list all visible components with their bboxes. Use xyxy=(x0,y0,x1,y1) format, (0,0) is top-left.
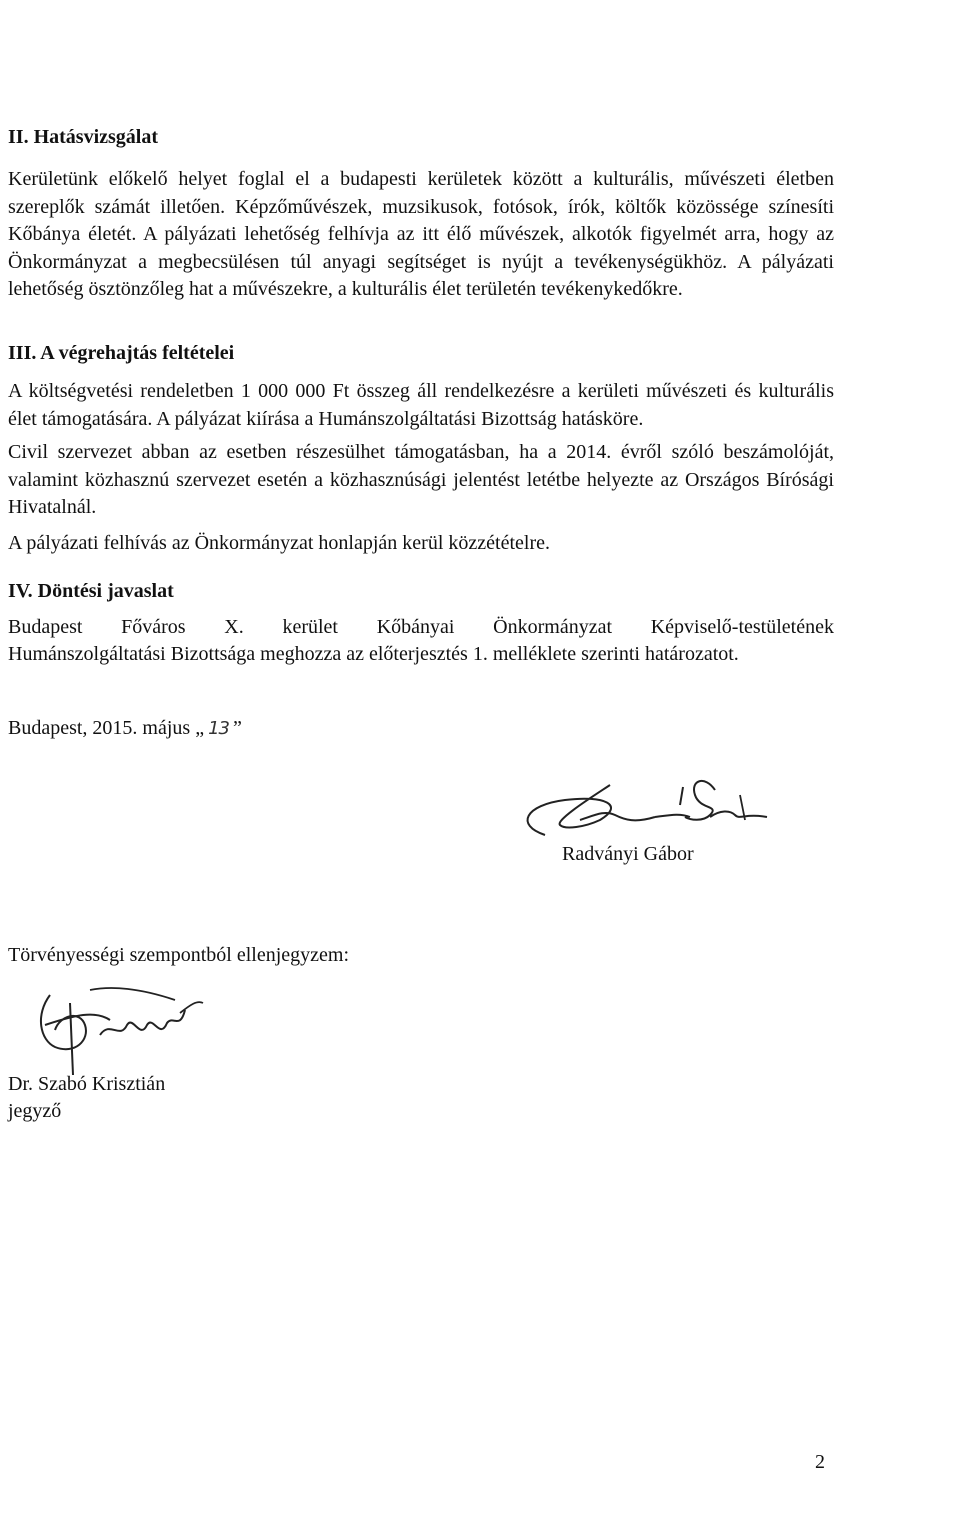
section-body-impact: Kerületünk előkelő helyet foglal el a budapesti kerületek között a kulturális, művészeti életben szereplők számát illetően. Képzőművészek, muzsikusok, fotósok, írók, költők közössége színesíti Kőbánya életét. A pályázati lehetőség felhívja az itt élő művészek, alkotók figyelmét arra, hogy az Önkormányzat a megbecsülésen túl anyagi segítséget is nyújt a tevékenységükhöz. A pályázati lehetőség ösztönzőleg hat a művészekre, a kulturális élet területén tevékenykedőkre. xyxy=(8,168,834,300)
date-text: Budapest, 2015. május „ xyxy=(8,717,205,739)
page-number: 2 xyxy=(815,1451,825,1473)
signer-name: Radványi Gábor xyxy=(562,843,694,865)
countersign-label: Törvényességi szempontból ellenjegyzem: xyxy=(8,944,350,966)
section-heading-conditions: III. A végrehajtás feltételei xyxy=(8,342,235,364)
signature-szabo xyxy=(15,985,215,1080)
conditions-paragraph-publication: A pályázati felhívás az Önkormányzat honlapján kerül közzétételre. xyxy=(8,532,550,554)
proposal-line-2: Humánszolgáltatási Bizottsága meghozza az előterjesztés 1. melléklete szerinti határozatot. xyxy=(8,643,739,665)
conditions-paragraph-budget: A költségvetési rendeletben 1 000 000 Ft összeg áll rendelkezésre a kerületi művészeti és kulturális élet támogatására. A pályázat kiírása a Humánszolgáltatási Bizottság hatásköre. xyxy=(8,380,834,430)
section-heading-proposal: IV. Döntési javaslat xyxy=(8,580,174,602)
handwritten-day: 13 xyxy=(208,718,229,739)
date-close-quote: ” xyxy=(233,717,242,739)
conditions-paragraph-civil: Civil szervezet abban az esetben részesülhet támogatásban, ha a 2014. évről szóló beszámolóját, valamint közhasznú szervezet esetén a közhasznúsági jelentést letétbe helyezte az Országos Bírósági Hivatalnál. xyxy=(8,441,834,518)
proposal-line-1: Budapest Főváros X. kerület Kőbányai Önkormányzat Képviselő-testületének xyxy=(8,616,834,638)
countersigner-title: jegyző xyxy=(8,1100,62,1122)
section-heading-impact: II. Hatásvizsgálat xyxy=(8,126,158,148)
signature-radvanyi xyxy=(505,765,785,855)
countersigner-name: Dr. Szabó Krisztián xyxy=(8,1073,166,1095)
date-line xyxy=(8,717,242,740)
